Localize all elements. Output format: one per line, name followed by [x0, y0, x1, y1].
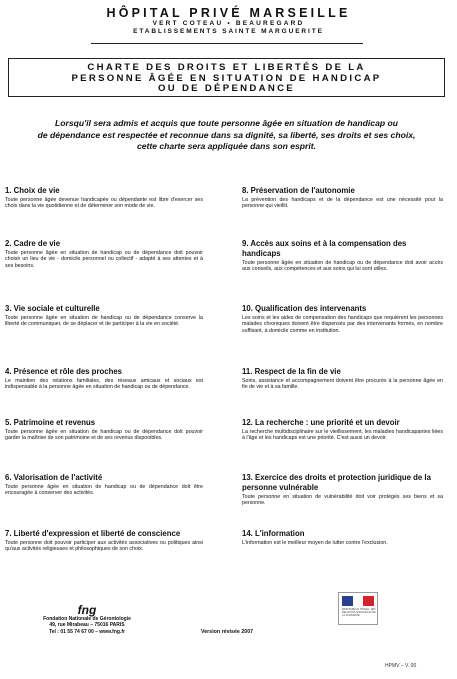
article-13: [242, 473, 443, 507]
article-title: 7. Liberté d'expression et liberté de conscience: [5, 529, 181, 538]
article-9: [242, 239, 443, 273]
fng-organization: Fondation Nationale de Gérontologie: [43, 616, 131, 622]
article-6: [5, 473, 203, 497]
article-body: La prévention des handicaps et de la dépendance est une nécessité pour la personne qui vieillit.: [242, 196, 443, 210]
article-10: [242, 304, 443, 335]
article-title: 14. L'information: [242, 529, 305, 538]
charter-title-line-3: OU DE DÉPENDANCE: [157, 83, 295, 94]
article-body: Toute personne âgée en situation de handicap ou de dépendance doit avoir accès aux conseils, aux compétences et aux soins qui lui sont utiles.: [242, 259, 443, 273]
article-title: 11. Respect de la fin de vie: [242, 367, 341, 376]
article-7: [5, 529, 203, 553]
article-body: La recherche multidisciplinaire sur le vieillissement, les maladies handicapantes liées à l'âge et les handicaps est une priorité. C'est aussi un devoir.: [242, 428, 443, 442]
article-body: Toute personne en situation de vulnérabilité doit voir protégés ses biens et sa personne.: [242, 493, 443, 507]
fng-contact: Tel : 01 55 74 67 00 – www.fng.fr: [49, 628, 125, 635]
article-body: Le maintien des relations familiales, des réseaux amicaux et sociaux est indispensable à la personne âgée en situation de handicap ou de dépendance.: [5, 377, 203, 391]
article-body: Toute personne âgée en situation de handicap ou de dépendance doit pouvoir garder la maîtrise de son patrimoine et de ses revenus disponibles.: [5, 428, 203, 442]
intro-line-1: Lorsqu'il sera admis et acquis que toute personne âgée en situation de handicap ou: [55, 118, 398, 128]
charter-title-line-1: CHARTE DES DROITS ET LIBERTÉS DE LA: [87, 62, 366, 73]
ministry-text: MINISTÈRE DU TRAVAIL, DES RELATIONS SOCIALES ET DE LA SOLIDARITÉ: [342, 608, 376, 617]
article-1: [5, 186, 203, 210]
article-12: [242, 418, 443, 442]
article-body: Toute personne âgée en situation de handicap ou de dépendance doit pouvoir choisir un lieu de vie - domicile personnel ou collectif - adapté à ses attentes et à ses besoins.: [5, 249, 203, 270]
article-5: [5, 418, 203, 442]
charter-intro: [8, 118, 445, 153]
article-title: 6. Valorisation de l'activité: [5, 473, 103, 482]
hospital-name: HÔPITAL PRIVÉ MARSEILLE: [106, 6, 351, 20]
fng-address: 49, rue Mirabeau – 75016 PARIS: [49, 622, 125, 629]
hospital-group: ETABLISSEMENTS SAINTE MARGUERITE: [133, 28, 324, 35]
article-body: L'information est le meilleur moyen de lutter contre l'exclusion.: [242, 539, 388, 546]
article-body: Toute personne âgée en situation de handicap ou de dépendance doit être encouragée à conserver des activités.: [5, 483, 203, 497]
article-3: [5, 304, 203, 328]
article-body: Les soins et les aides de compensation des handicaps que requièrent les personnes malades chroniques doivent être dispensés par des intervenants formés, en nombre suffisant, à domicile comme en institution.: [242, 314, 443, 335]
fng-logo: fng: [77, 603, 97, 617]
hospital-header: [0, 6, 457, 36]
charter-title-line-2: PERSONNE ÂGÉE EN SITUATION DE HANDICAP: [71, 72, 382, 84]
hospital-sites: VERT COTEAU • BEAUREGARD: [152, 20, 305, 27]
article-body: Toute personne âgée en situation de handicap ou de dépendance conserve la liberté de communiquer, de se déplacer et de participer à la vie en société.: [5, 314, 203, 328]
article-8: [242, 186, 443, 210]
article-body: Soins, assistance et accompagnement doivent être procurés à la personne âgée en fin de vie et à sa famille.: [242, 377, 443, 391]
version-label: Version révisée 2007: [201, 629, 254, 635]
article-title: 12. La recherche : une priorité et un devoir: [242, 418, 400, 427]
article-body: Toute personne doit pouvoir participer aux activités associatives ou politiques ainsi qu'aux activités religieuses et philosophiques de son choix.: [5, 539, 203, 553]
article-2: [5, 239, 203, 270]
article-title: 1. Choix de vie: [5, 186, 60, 195]
intro-line-3: cette charte sera appliquée dans son esprit.: [136, 141, 317, 151]
header-divider: [91, 43, 363, 44]
article-14: [242, 529, 443, 546]
fng-footer: [22, 604, 152, 635]
ministry-emblem: [338, 592, 378, 625]
article-11: [242, 367, 443, 391]
article-title: 5. Patrimoine et revenus: [5, 418, 96, 427]
french-flag-icon: [342, 596, 374, 606]
article-title: 4. Présence et rôle des proches: [5, 367, 123, 376]
article-title: 3. Vie sociale et culturelle: [5, 304, 100, 313]
article-title: 9. Accès aux soins et à la compensation des handicaps: [242, 239, 407, 258]
article-4: [5, 367, 203, 391]
article-title: 10. Qualification des intervenants: [242, 304, 367, 313]
document-reference: HPMV – V. 00: [385, 663, 417, 669]
article-title: 8. Préservation de l'autonomie: [242, 186, 355, 195]
article-title: 2. Cadre de vie: [5, 239, 61, 248]
charter-title-box: [8, 58, 445, 97]
article-title: 13. Exercice des droits et protection juridique de la personne vulnérable: [242, 473, 431, 492]
article-body: Toute personne âgée devenue handicapée ou dépendante est libre d'exercer ses choix dans la vie quotidienne et de déterminer son mode de vie.: [5, 196, 203, 210]
intro-line-2: de dépendance est respectée et reconnue dans sa dignité, sa liberté, ses droits et ses choix,: [37, 129, 416, 140]
